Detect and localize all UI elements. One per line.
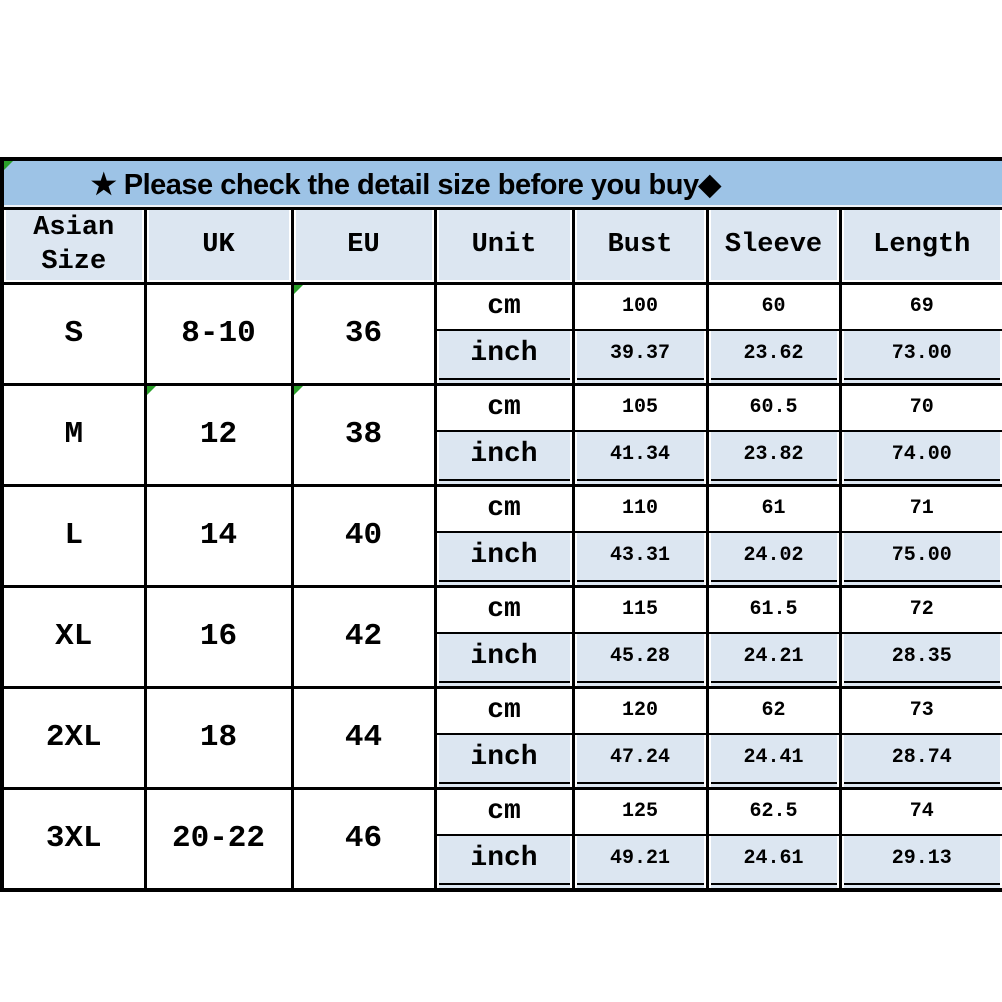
table-row [2,788,1002,835]
uk-cell: 20-22 [145,788,292,890]
uk-cell: 18 [145,687,292,788]
bust-cm-value: 120 [573,687,707,734]
length-cm-value: 70 [840,384,1002,431]
size-cell: XL [2,586,145,687]
length-cm-value: 71 [840,485,1002,532]
sleeve-cm-value: 62.5 [707,788,840,835]
bust-cm-value: 100 [573,283,707,330]
sleeve-cm-value: 60.5 [707,384,840,431]
unit-cm-label: cm [435,283,573,330]
col-header-sleeve: Sleeve [707,209,840,284]
error-indicator-icon [294,386,303,395]
unit-inch-label: inch [435,431,573,486]
size-cell: L [2,485,145,586]
length-inch-value: 75.00 [840,532,1002,587]
col-header-eu: EU [292,209,435,284]
size-cell: 3XL [2,788,145,890]
unit-cm-label: cm [435,687,573,734]
sleeve-inch-value: 23.82 [707,431,840,486]
length-inch-value: 28.35 [840,633,1002,688]
unit-cm-label: cm [435,485,573,532]
uk-cell: 8-10 [145,283,292,384]
bust-cm-value: 125 [573,788,707,835]
col-header-unit: Unit [435,209,573,284]
unit-inch-label: inch [435,330,573,385]
eu-cell: 44 [292,687,435,788]
header-row [2,209,1002,284]
error-indicator-icon [4,161,13,170]
bust-inch-value: 45.28 [573,633,707,688]
eu-value: 38 [344,417,383,452]
error-indicator-icon [294,285,303,294]
eu-cell: 42 [292,586,435,687]
eu-cell: 46 [292,788,435,890]
eu-value: 36 [344,316,383,351]
col-header-uk: UK [145,209,292,284]
unit-cm-label: cm [435,788,573,835]
length-inch-value: 29.13 [840,835,1002,890]
col-header-length: Length [840,209,1002,284]
uk-cell: 16 [145,586,292,687]
bust-inch-value: 39.37 [573,330,707,385]
length-cm-value: 69 [840,283,1002,330]
length-cm-value: 73 [840,687,1002,734]
bust-inch-value: 41.34 [573,431,707,486]
unit-cm-label: cm [435,384,573,431]
eu-cell [292,283,435,384]
size-chart-table [0,157,1002,892]
sleeve-cm-value: 61 [707,485,840,532]
bust-cm-value: 105 [573,384,707,431]
table-row [2,384,1002,431]
banner-text: ★ Please check the detail size before you buy◆ [90,168,721,201]
length-inch-value: 73.00 [840,330,1002,385]
table-row [2,283,1002,330]
bust-inch-value: 49.21 [573,835,707,890]
size-cell: 2XL [2,687,145,788]
sleeve-inch-value: 24.21 [707,633,840,688]
banner-notice [2,159,1002,209]
length-inch-value: 74.00 [840,431,1002,486]
banner-row [2,159,1002,209]
unit-inch-label: inch [435,633,573,688]
uk-cell [145,384,292,485]
sleeve-inch-value: 24.41 [707,734,840,789]
eu-cell [292,384,435,485]
sleeve-inch-value: 24.61 [707,835,840,890]
unit-cm-label: cm [435,586,573,633]
sleeve-cm-value: 60 [707,283,840,330]
col-header-asian-size: Asian Size [2,209,145,284]
sleeve-inch-value: 23.62 [707,330,840,385]
table-row [2,485,1002,532]
length-inch-value: 28.74 [840,734,1002,789]
size-cell: S [2,283,145,384]
uk-cell: 14 [145,485,292,586]
sleeve-cm-value: 61.5 [707,586,840,633]
table-row [2,687,1002,734]
unit-inch-label: inch [435,835,573,890]
length-cm-value: 72 [840,586,1002,633]
unit-inch-label: inch [435,734,573,789]
bust-cm-value: 115 [573,586,707,633]
table-row [2,586,1002,633]
size-cell: M [2,384,145,485]
length-cm-value: 74 [840,788,1002,835]
uk-value: 12 [199,417,238,452]
error-indicator-icon [147,386,156,395]
bust-inch-value: 43.31 [573,532,707,587]
bust-cm-value: 110 [573,485,707,532]
sleeve-cm-value: 62 [707,687,840,734]
eu-cell: 40 [292,485,435,586]
unit-inch-label: inch [435,532,573,587]
bust-inch-value: 47.24 [573,734,707,789]
col-header-bust: Bust [573,209,707,284]
sleeve-inch-value: 24.02 [707,532,840,587]
